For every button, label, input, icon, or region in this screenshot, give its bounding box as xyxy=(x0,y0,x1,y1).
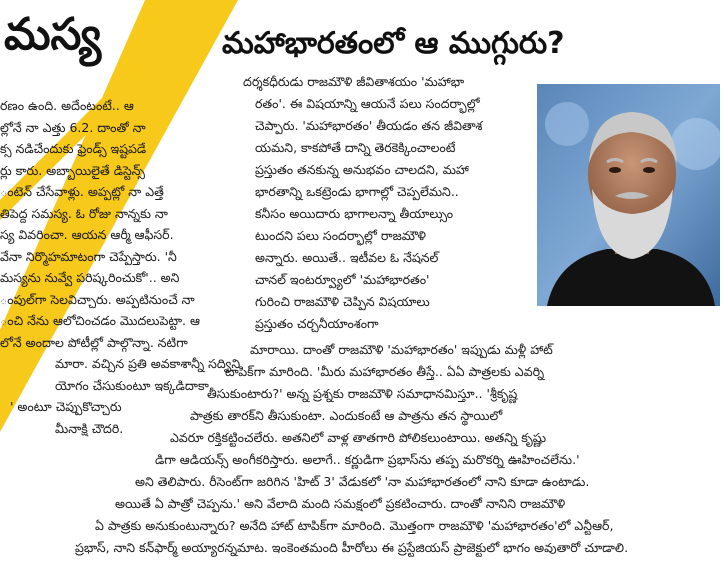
main-article-line: డిగా ఆడియన్స్ అంగీకరిస్తారు. అలాగే.. కర్ణుడిగా ప్రభాస్‌ను తప్ప మరొకర్ని ఊహించలేను.' xyxy=(155,452,580,467)
main-article-line: రతం'. ఈ విషయాన్ని ఆయనే పలు సందర్భాల్లో xyxy=(255,96,480,111)
main-article-line: ప్రభాస్, నాని కన్‌ఫార్మ్ అయ్యారన్నమాట. ఇంకెంతమంది హీరోలు ఈ ప్రస్టేజియస్ ప్రాజెక్టులో భాగం అవుతారో చూడాలి. xyxy=(75,540,629,555)
left-article-line: మీనాక్షి చౌదరి. xyxy=(55,420,124,436)
main-article-line: గురించి రాజమౌళి చెప్పిన విషయాలు xyxy=(255,294,430,309)
main-article-line: టాపిక్‌గా మారింది. 'మీరు మహాభారతం తీస్తే.. ఏఏ పాత్రలకు ఎవర్ని xyxy=(225,364,545,379)
left-article-line: ర్లు కారు. అబ్బాయిలైతే డిస్టెన్స్ xyxy=(0,162,145,178)
main-article-line: మారాయి. దాంతో రాజమౌళి 'మహాభారతం' ఇప్పుడు మళ్లీ హాట్ xyxy=(250,342,553,357)
main-article-line: చానల్ ఇంటర్వ్యూలో 'మహాభారతం' xyxy=(255,272,430,287)
main-article-line: కనీసం అయిదారు భాగాలన్నా తీయాల్సుం xyxy=(255,206,454,221)
main-article-line: అన్నారు. అయితే.. ఇటీవల ఓ నేషనల్ xyxy=(255,250,439,265)
main-article-line: పాత్రకు తారక్‌ని తీసుకుంటా. ఎందుకంటే ఆ పాత్రను తన స్థాయిలో xyxy=(190,408,503,423)
main-article-line: ప్రస్తుతం చర్చనీయాంశంగా xyxy=(255,316,379,331)
main-article-line: దర్శకధీరుడు రాజమౌళి జీవితాశయం 'మహాభా xyxy=(243,74,465,89)
left-article-line: ంచి నేను ఆలోచించడం మొదలుపెట్టా. ఆ xyxy=(0,313,200,328)
left-article-line: క్స నడిచేందుకు ఫ్రెండ్స్ ఇష్టపడే xyxy=(0,141,147,156)
main-article-line: అని తెలిపారు. రీసెంట్‌గా జరిగిన 'హిట్ 3' వేడుకలో 'నా మహాభారతంలో నాని కూడా ఉంటాడు. xyxy=(135,474,590,489)
main-article-line: ఏ పాత్రకు అనుకుంటున్నారు? అనేది హాట్ టాపిక్‌గా మారింది. మొత్తంగా రాజమౌళి 'మహాభారతం'లో ఎన్టీఆర్, xyxy=(95,518,614,533)
left-article-headline: మస్య xyxy=(4,9,102,60)
portrait-photo xyxy=(537,84,720,306)
left-article-line: యోగం చేసుకుంటూ ఇక్కడిదాకా xyxy=(55,377,209,393)
left-article-line: మస్యను నువ్వే పరిష్కరించుకో'.. అని xyxy=(0,270,180,285)
left-article-line: రణం ఉంది. అదేంటంటే.. ఆ xyxy=(0,98,134,113)
left-article-line: ల్లోనే నా ఎత్తు 6.2. దాంతో నా xyxy=(0,119,146,135)
left-article-line: ంటెన్ చేసేవాళ్లు. అప్పట్లో నా ఎత్తే xyxy=(0,184,164,199)
left-article-line: తిపెద్ద సమస్య. ఓ రోజు నాన్నకు నా xyxy=(0,205,168,221)
left-article-line: మారా. వచ్చిన ప్రతి అవకాశాన్నీ సద్విని xyxy=(55,356,241,371)
main-article-line: ఎవరూ రక్తికట్టించలేరు. అతనిలో వాళ్ల తాతగారి పోలికలుంటాయి. అతన్ని కృష్ణు xyxy=(170,430,547,445)
main-article-line: తీసుకుంటారు?' అన్న ప్రశ్నకు రాజమౌళి సమాధానమిస్తూ.. 'శ్రీకృష్ణ xyxy=(207,386,518,401)
main-article-line: భారతాన్ని ఒకట్రెండు భాగాల్లో చెప్పలేమని.. xyxy=(255,184,459,199)
left-article-line: వేనా నిర్మొహమాటంగా చెప్పేస్తారు. 'నీ xyxy=(0,248,177,264)
main-article-line: అయితే ఏ పాత్రో చెప్పను.' అని వేలాది మంది సమక్షంలో ప్రకటించారు. దాంతో నానిని రాజమౌళి xyxy=(115,496,566,511)
main-article-line: టుందని పలు సందర్భాల్లో రాజమౌళి xyxy=(255,228,426,243)
main-article-line: చెప్పారు. 'మహాభారతం' తీయడం తన జీవితాశ xyxy=(255,118,483,133)
main-article-line: యమని, కాకపోతే దాన్ని తెరకెక్కించాలంటే xyxy=(255,140,456,155)
main-article-headline: మహాభారతంలో ఆ ముగ్గురు? xyxy=(222,26,565,61)
main-article-line: ప్రస్తుతం తనకున్న అనుభవం చాలదని, మహా xyxy=(255,162,469,177)
left-article-line: లోనే అందాల పోటీల్లో పాల్గొన్నా. నటిగా xyxy=(0,334,188,350)
left-article-line: స్య వివరించా. ఆయన ఆర్మీ ఆఫీసర్. xyxy=(0,227,174,242)
left-article-line: ంపుల్‌గా సెలవిచ్చారు. అప్పటినుంచే నా xyxy=(0,291,195,307)
left-article-line: ' అంటూ చెప్పుకొచ్చారు xyxy=(10,399,122,414)
